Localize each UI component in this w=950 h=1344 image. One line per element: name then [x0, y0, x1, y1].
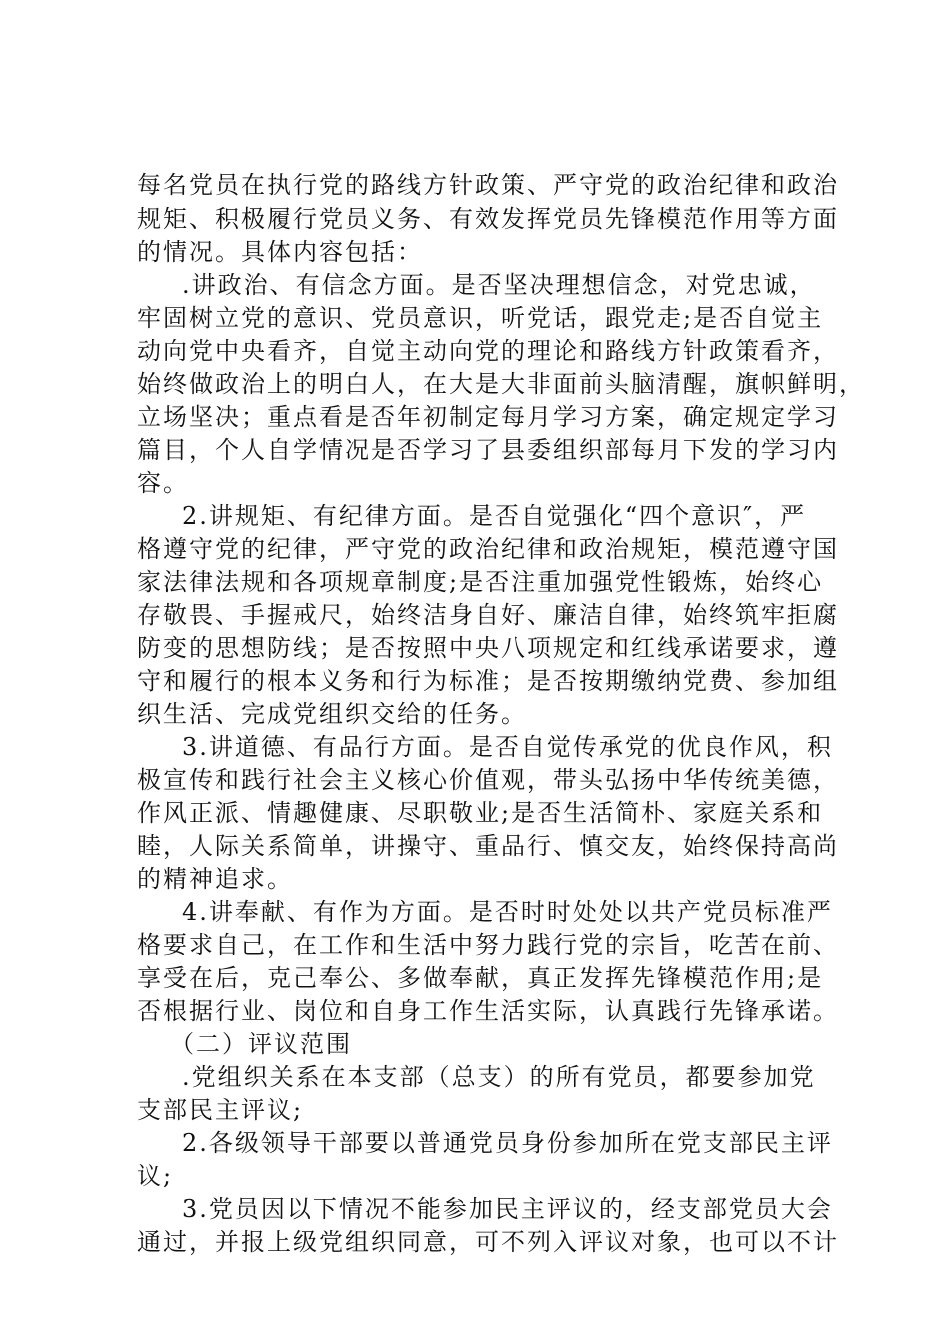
text-line: 存敬畏、手握戒尺，始终洁身自好、廉洁自律，始终筑牢拒腐 [137, 601, 839, 629]
text-line: 的精神追求。 [137, 865, 293, 893]
text-line: 守和履行的根本义务和行为标准；是否按期缴纳党费、参加组 [137, 667, 839, 695]
text-line: 每名党员在执行党的路线方针政策、严守党的政治纪律和政治 [137, 171, 839, 199]
section-heading: （二）评议范围 [170, 1030, 352, 1058]
text-line: 动向党中央看齐，自觉主动向党的理论和路线方针政策看齐， [137, 337, 839, 365]
text-line: 格要求自己，在工作和生活中努力践行党的宗旨，吃苦在前、 [137, 931, 839, 959]
text-line: 通过，并报上级党组织同意，可不列入评议对象，也可以不计 [137, 1228, 839, 1256]
text-line: 议; [137, 1162, 174, 1190]
text-line: 规矩、积极履行党员义务、有效发挥党员先锋模范作用等方面 [137, 205, 839, 233]
text-line: 家法律法规和各项规章制度;是否注重加强党性锻炼，始终心 [137, 568, 824, 596]
text-line: 否根据行业、岗位和自身工作生活实际，认真践行先锋承诺。 [137, 997, 839, 1025]
text-line: 牢固树立党的意识、党员意识，听党话，跟党走;是否自觉主 [137, 304, 824, 332]
text-line: 2.讲规矩、有纪律方面。是否自觉强化“四个意识″，严 [182, 502, 807, 530]
text-line: 的情况。具体内容包括： [137, 238, 423, 266]
text-line: 睦，人际关系简单，讲操守、重品行、慎交友，始终保持高尚 [137, 832, 839, 860]
text-line: 防变的思想防线；是否按照中央八项规定和红线承诺要求，遵 [137, 634, 839, 662]
text-line: 3.党员因以下情况不能参加民主评议的，经支部党员大会 [182, 1195, 833, 1223]
text-line: 4.讲奉献、有作为方面。是否时时处处以共产党员标准严 [182, 898, 833, 926]
text-line: 3.讲道德、有品行方面。是否自觉传承党的优良作风，积 [182, 733, 833, 761]
text-line: 容。 [137, 469, 189, 497]
text-line: 格遵守党的纪律，严守党的政治纪律和政治规矩，模范遵守国 [137, 535, 839, 563]
text-line: 始终做政治上的明白人，在大是大非面前头脑清醒，旗帜鲜明， [137, 370, 865, 398]
text-line: 作风正派、情趣健康、尽职敬业;是否生活简朴、家庭关系和 [137, 799, 824, 827]
text-line: .党组织关系在本支部（总支）的所有党员，都要参加党 [182, 1063, 816, 1091]
text-line: 立场坚决；重点看是否年初制定每月学习方案，确定规定学习 [137, 403, 839, 431]
text-line: 织生活、完成党组织交给的任务。 [137, 700, 527, 728]
text-line: 篇目，个人自学情况是否学习了县委组织部每月下发的学习内 [137, 436, 839, 464]
text-line: 享受在后，克己奉公、多做奉献，真正发挥先锋模范作用;是 [137, 964, 824, 992]
text-line: 支部民主评议; [137, 1096, 304, 1124]
text-line: 极宣传和践行社会主义核心价值观，带头弘扬中华传统美德， [137, 766, 839, 794]
text-line: .讲政治、有信念方面。是否坚决理想信念，对党忠诚， [182, 271, 816, 299]
text-line: 2.各级领导干部要以普通党员身份参加所在党支部民主评 [182, 1129, 833, 1157]
